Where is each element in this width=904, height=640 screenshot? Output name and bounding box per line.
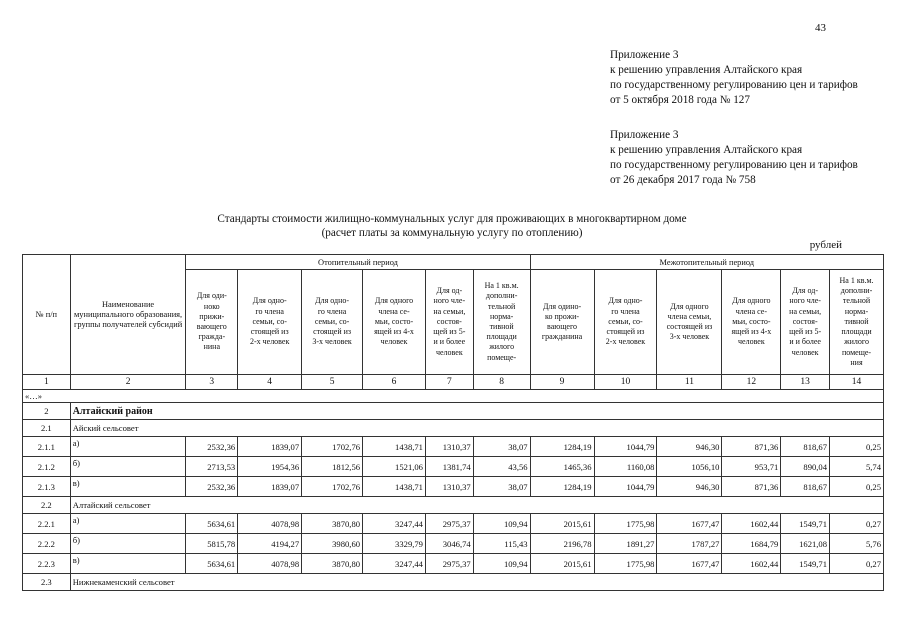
row-label: а) xyxy=(70,437,186,457)
appendix-line: Приложение 3 xyxy=(610,129,679,141)
header-non-heating-col: Для одного члена се- мьи, состо- ящей из 4-х человек xyxy=(722,270,781,375)
section-name: Айский сельсовет xyxy=(70,420,883,437)
value-cell: 2532,36 xyxy=(186,477,238,497)
value-cell: 43,56 xyxy=(473,457,530,477)
row-no: 2.1.3 xyxy=(23,477,71,497)
value-cell: 946,30 xyxy=(657,477,722,497)
units-label: рублей xyxy=(809,239,842,251)
table-row-section xyxy=(23,497,884,514)
value-cell: 1891,27 xyxy=(594,534,657,554)
district-name: Алтайский район xyxy=(70,403,883,420)
value-cell: 1438,71 xyxy=(363,437,426,457)
row-label: б) xyxy=(70,534,186,554)
value-cell: 1775,98 xyxy=(594,554,657,574)
value-cell: 3870,80 xyxy=(302,514,363,534)
column-number: 3 xyxy=(186,375,238,390)
value-cell: 890,04 xyxy=(781,457,830,477)
header-non-heating-col: Для одного члена семьи, состоящей из 3-х человек xyxy=(657,270,722,375)
value-cell: 1677,47 xyxy=(657,514,722,534)
value-cell: 1438,71 xyxy=(363,477,426,497)
value-cell: 1381,74 xyxy=(425,457,473,477)
ellipsis-cell: «…» xyxy=(23,390,884,403)
value-cell: 1812,56 xyxy=(302,457,363,477)
appendix-line: к решению управления Алтайского края xyxy=(610,64,803,76)
column-number: 13 xyxy=(781,375,830,390)
row-no: 2.1.2 xyxy=(23,457,71,477)
value-cell: 2015,61 xyxy=(530,554,594,574)
table-row xyxy=(23,477,884,497)
value-cell: 0,27 xyxy=(830,554,884,574)
table-row xyxy=(23,437,884,457)
column-number: 8 xyxy=(473,375,530,390)
value-cell: 1775,98 xyxy=(594,514,657,534)
value-cell: 2975,37 xyxy=(425,514,473,534)
value-cell: 3329,79 xyxy=(363,534,426,554)
header-no: № п/п xyxy=(23,255,71,375)
header-non-heating-period: Межотопительный период xyxy=(530,255,883,270)
column-number: 11 xyxy=(657,375,722,390)
tariff-table xyxy=(22,254,884,591)
header-heating-col: Для од- ного чле- на семьи, состоя- щей из 5- и и более человек xyxy=(425,270,473,375)
value-cell: 818,67 xyxy=(781,477,830,497)
value-cell: 3870,80 xyxy=(302,554,363,574)
value-cell: 0,25 xyxy=(830,437,884,457)
value-cell: 3247,44 xyxy=(363,514,426,534)
value-cell: 109,94 xyxy=(473,514,530,534)
value-cell: 1044,79 xyxy=(594,437,657,457)
column-number: 4 xyxy=(238,375,302,390)
value-cell: 1284,19 xyxy=(530,477,594,497)
value-cell: 1284,19 xyxy=(530,437,594,457)
title-line-1: Стандарты стоимости жилищно-коммунальных услуг для проживающих в многоквартирном доме xyxy=(217,213,687,225)
section-no: 2.1 xyxy=(23,420,71,437)
value-cell: 2975,37 xyxy=(425,554,473,574)
column-number: 10 xyxy=(594,375,657,390)
table-row xyxy=(23,457,884,477)
value-cell: 5815,78 xyxy=(186,534,238,554)
header-non-heating-col: Для одино- ко прожи- вающего гражданина xyxy=(530,270,594,375)
header-non-heating-col: Для од- ного чле- на семьи, состоя- щей из 5- и и более человек xyxy=(781,270,830,375)
value-cell: 871,36 xyxy=(722,477,781,497)
value-cell: 1056,10 xyxy=(657,457,722,477)
value-cell: 4078,98 xyxy=(238,514,302,534)
column-number: 14 xyxy=(830,375,884,390)
value-cell: 3046,74 xyxy=(425,534,473,554)
value-cell: 953,71 xyxy=(722,457,781,477)
value-cell: 1702,76 xyxy=(302,477,363,497)
value-cell: 5634,61 xyxy=(186,554,238,574)
column-number: 12 xyxy=(722,375,781,390)
appendix-block-2017 xyxy=(610,128,858,188)
column-number: 1 xyxy=(23,375,71,390)
table-row-section xyxy=(23,574,884,591)
value-cell: 1521,06 xyxy=(363,457,426,477)
section-no: 2.2 xyxy=(23,497,71,514)
row-no: 2.2.3 xyxy=(23,554,71,574)
value-cell: 818,67 xyxy=(781,437,830,457)
value-cell: 2196,78 xyxy=(530,534,594,554)
appendix-block-2018 xyxy=(610,48,858,108)
value-cell: 2015,61 xyxy=(530,514,594,534)
header-heating-col: На 1 кв.м. дополни- тельной норма- тивной площади жилого помеще- xyxy=(473,270,530,375)
value-cell: 1684,79 xyxy=(722,534,781,554)
value-cell: 1839,07 xyxy=(238,437,302,457)
value-cell: 5,74 xyxy=(830,457,884,477)
appendix-line: от 5 октября 2018 года № 127 xyxy=(610,94,750,106)
column-number: 7 xyxy=(425,375,473,390)
value-cell: 5,76 xyxy=(830,534,884,554)
value-cell: 946,30 xyxy=(657,437,722,457)
value-cell: 4078,98 xyxy=(238,554,302,574)
header-heating-col: Для одно- го члена семьи, со- стоящей из 2-х человек xyxy=(238,270,302,375)
value-cell: 38,07 xyxy=(473,477,530,497)
value-cell: 1160,08 xyxy=(594,457,657,477)
value-cell: 0,25 xyxy=(830,477,884,497)
value-cell: 1787,27 xyxy=(657,534,722,554)
column-number: 5 xyxy=(302,375,363,390)
table-row-district xyxy=(23,403,884,420)
row-label: в) xyxy=(70,477,186,497)
value-cell: 1465,36 xyxy=(530,457,594,477)
document-title xyxy=(0,212,904,240)
value-cell: 1621,08 xyxy=(781,534,830,554)
value-cell: 3980,60 xyxy=(302,534,363,554)
value-cell: 38,07 xyxy=(473,437,530,457)
row-label: б) xyxy=(70,457,186,477)
header-name: Наименование муниципального образования, группы получателей субсидий xyxy=(70,255,186,375)
table-row-section xyxy=(23,420,884,437)
column-number: 9 xyxy=(530,375,594,390)
district-no: 2 xyxy=(23,403,71,420)
row-no: 2.2.1 xyxy=(23,514,71,534)
value-cell: 1677,47 xyxy=(657,554,722,574)
value-cell: 1954,36 xyxy=(238,457,302,477)
row-label: а) xyxy=(70,514,186,534)
value-cell: 1549,71 xyxy=(781,514,830,534)
table-row xyxy=(23,554,884,574)
header-non-heating-col: Для одно- го члена семьи, со- стоящей из 2-х человек xyxy=(594,270,657,375)
section-name: Алтайский сельсовет xyxy=(70,497,883,514)
value-cell: 1702,76 xyxy=(302,437,363,457)
value-cell: 109,94 xyxy=(473,554,530,574)
header-non-heating-col: На 1 кв.м. дополни- тельной норма- тивной площади жилого помеще- ния xyxy=(830,270,884,375)
value-cell: 1044,79 xyxy=(594,477,657,497)
value-cell: 1549,71 xyxy=(781,554,830,574)
value-cell: 3247,44 xyxy=(363,554,426,574)
header-heating-period: Отопительный период xyxy=(186,255,530,270)
table-row xyxy=(23,514,884,534)
value-cell: 5634,61 xyxy=(186,514,238,534)
table-row xyxy=(23,534,884,554)
title-line-2: (расчет платы за коммунальную услугу по отоплению) xyxy=(321,227,583,239)
row-label: в) xyxy=(70,554,186,574)
header-heating-col: Для оди- ноко прижи- вающего гражда- нина xyxy=(186,270,238,375)
value-cell: 1602,44 xyxy=(722,514,781,534)
value-cell: 1310,37 xyxy=(425,477,473,497)
column-number: 6 xyxy=(363,375,426,390)
page-number: 43 xyxy=(815,22,826,34)
value-cell: 871,36 xyxy=(722,437,781,457)
section-name: Нижнекаменский сельсовет xyxy=(70,574,883,591)
row-no: 2.2.2 xyxy=(23,534,71,554)
row-no: 2.1.1 xyxy=(23,437,71,457)
value-cell: 115,43 xyxy=(473,534,530,554)
section-no: 2.3 xyxy=(23,574,71,591)
value-cell: 2713,53 xyxy=(186,457,238,477)
column-number: 2 xyxy=(70,375,186,390)
value-cell: 1839,07 xyxy=(238,477,302,497)
table-row-ellipsis xyxy=(23,390,884,403)
appendix-line: по государственному регулированию цен и тарифов xyxy=(610,159,858,171)
appendix-line: к решению управления Алтайского края xyxy=(610,144,803,156)
header-heating-col: Для одного члена се- мьи, состо- ящей из 4-х человек xyxy=(363,270,426,375)
value-cell: 2532,36 xyxy=(186,437,238,457)
appendix-line: по государственному регулированию цен и тарифов xyxy=(610,79,858,91)
appendix-line: Приложение 3 xyxy=(610,49,679,61)
value-cell: 4194,27 xyxy=(238,534,302,554)
value-cell: 0,27 xyxy=(830,514,884,534)
value-cell: 1602,44 xyxy=(722,554,781,574)
header-heating-col: Для одно- го члена семьи, со- стоящей из 3-х человек xyxy=(302,270,363,375)
appendix-line: от 26 декабря 2017 года № 758 xyxy=(610,174,756,186)
value-cell: 1310,37 xyxy=(425,437,473,457)
